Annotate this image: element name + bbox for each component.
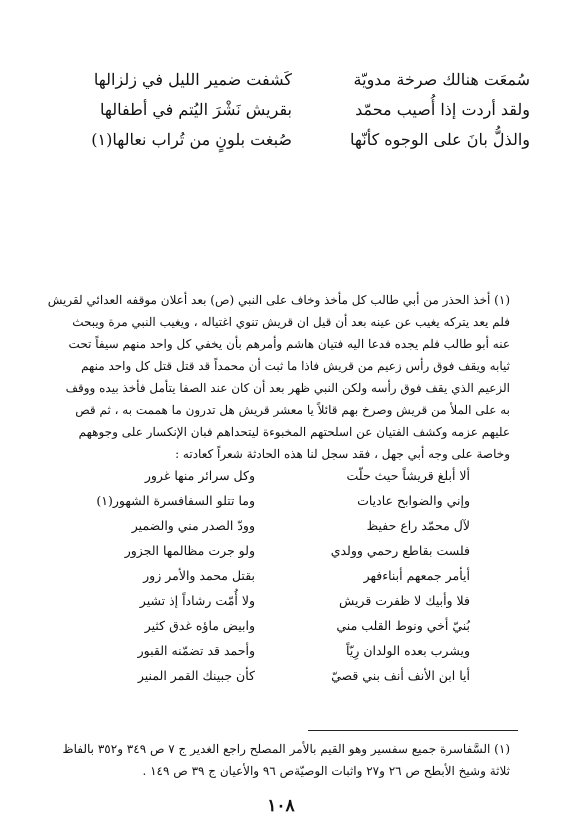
top-poem-hemistich-right: ولقد أردت إذا أُصيب محمّد	[355, 100, 530, 119]
footnote-poem-couplet-1	[80, 468, 470, 490]
poem-hemistich-left: وأحمد قد تضمّنه القبور	[137, 643, 255, 658]
footnote-poem-couplet-4	[80, 543, 470, 565]
poem-hemistich-left: كأن جبينك القمر المنير	[137, 668, 255, 683]
poem-hemistich-right: ويشرب بعده الولدان رِيّاً	[346, 643, 470, 658]
top-poem-couplet-3	[40, 130, 530, 158]
bottom-note-line-2: ثلاثة وشيخ الأبطح ص ٢٦ و٢٧ واثبات الوصيّةص ٩٦ والأعيان ج ٣٩ ص ١٤٩ .	[142, 764, 510, 778]
top-poem-hemistich-right: سُمعَت هنالك صرخة مدويّة	[353, 70, 530, 89]
poem-hemistich-left: وابيض ماؤه غدق كثير	[144, 618, 255, 633]
footnote-line-2: فلم يعد يتركه يغيب عن عينه بعد أن قيل ان قريش تنوي اغتياله ، ويغيب النبي مرة ويبحث	[72, 315, 510, 329]
poem-hemistich-right: فلست بقاطع رحمي وولدي	[330, 543, 470, 558]
top-poem-couplet-1	[40, 70, 530, 98]
poem-hemistich-right: بُنيّ أخي ونوط القلب مني	[336, 618, 470, 633]
footnote-separator-rule	[308, 730, 518, 731]
footnote-poem-couplet-5	[80, 568, 470, 590]
footnote-poem-couplet-6	[80, 593, 470, 615]
footnote-poem-couplet-3	[80, 518, 470, 540]
footnote-line-3: عنه أبو طالب فلم يجده فدعا اليه فتيان هاشم وأمرهم بأن يخفي كل واحد منهم سيفاً تحت	[68, 337, 510, 351]
footnote-poem-couplet-2	[80, 493, 470, 515]
poem-hemistich-left: ولا أُمّت رشاداً إذ تشير	[139, 593, 255, 608]
footnote-line-5: الزعيم الذي يقف فوق رأسه ولكن النبي ظهر بعد أن كان عند الصفا يتأمل فأخذ بيده ووقف	[65, 381, 510, 395]
footnote-line-8: وخاصة على وجه أبي جهل ، فقد سجل لنا هذه الحادثة شعراً كعادته :	[175, 447, 510, 461]
top-poem-hemistich-left: بقريش نَشْرَ اليُتم في أطفالها	[99, 100, 292, 119]
top-poem-hemistich-left: كَشفت ضمير الليل في زلزالها	[93, 70, 292, 89]
footnote-poem-couplet-7	[80, 618, 470, 640]
footnote-line-7: عليهم عزمه وكشف الفتيان عن اسلحتهم المخبوءة ليتحداهم فبان الإنكسار على وجوههم	[78, 425, 510, 439]
poem-hemistich-right: أيا ابن الأنف أنف بني قصيّ	[331, 668, 470, 683]
top-poem-hemistich-left: صُبغت بلونٍ من تُراب نعالها(١)	[91, 130, 292, 149]
footnote-poem-couplet-9	[80, 668, 470, 690]
poem-hemistich-right: فلا وأبيك لا ظفرت قريش	[339, 593, 470, 608]
poem-hemistich-left: ولو جرت مظالمها الجزور	[124, 543, 255, 558]
poem-hemistich-left: بقتل محمد والأمر زور	[143, 568, 255, 583]
top-poem-couplet-2	[40, 100, 530, 128]
poem-hemistich-left: وودّ الصدر مني والضمير	[131, 518, 255, 533]
poem-hemistich-left: وما تتلو السفافسرة الشهور(١)	[96, 493, 255, 508]
poem-hemistich-right: ألا أبلغ قريشاً حيث حلّت	[346, 468, 470, 483]
page-number: ١٠٨	[267, 796, 295, 816]
poem-hemistich-right: وإني والضوابح عاديات	[357, 493, 470, 508]
footnote-line-4: ثيابه ويقف فوق رأس زعيم من قريش فاذا ما ثبت أن محمداً قد قتل قتل كل واحد منهم	[81, 359, 510, 373]
bottom-note-line-1: (١) السَّفاسرة جميع سفسير وهو القيم بالأمر المصلح راجع الغدير ج ٧ ص ٣٤٩ و٣٥٢ بالفاظ	[62, 742, 510, 756]
footnote-line-1: (١) أخذ الحذر من أبي طالب كل مأخذ وخاف على النبي (ص) بعد أعلان موقفه العدائي لقريش	[47, 293, 510, 307]
poem-hemistich-right: أيأمر جمعهم أبناءفهر	[363, 568, 470, 583]
poem-hemistich-left: وكل سرائر منها غرور	[144, 468, 255, 483]
top-poem-hemistich-right: والذلُّ بانَ على الوجوه كأنّها	[350, 130, 530, 149]
footnote-line-6: به على الملأ من قريش وصرخ بهم قائلاً يا معشر قريش هل تدرون ما هممت به ، ثم قص	[75, 403, 510, 417]
footnote-poem-couplet-8	[80, 643, 470, 665]
poem-hemistich-right: لآل محمّد راع حفيظ	[366, 518, 470, 533]
